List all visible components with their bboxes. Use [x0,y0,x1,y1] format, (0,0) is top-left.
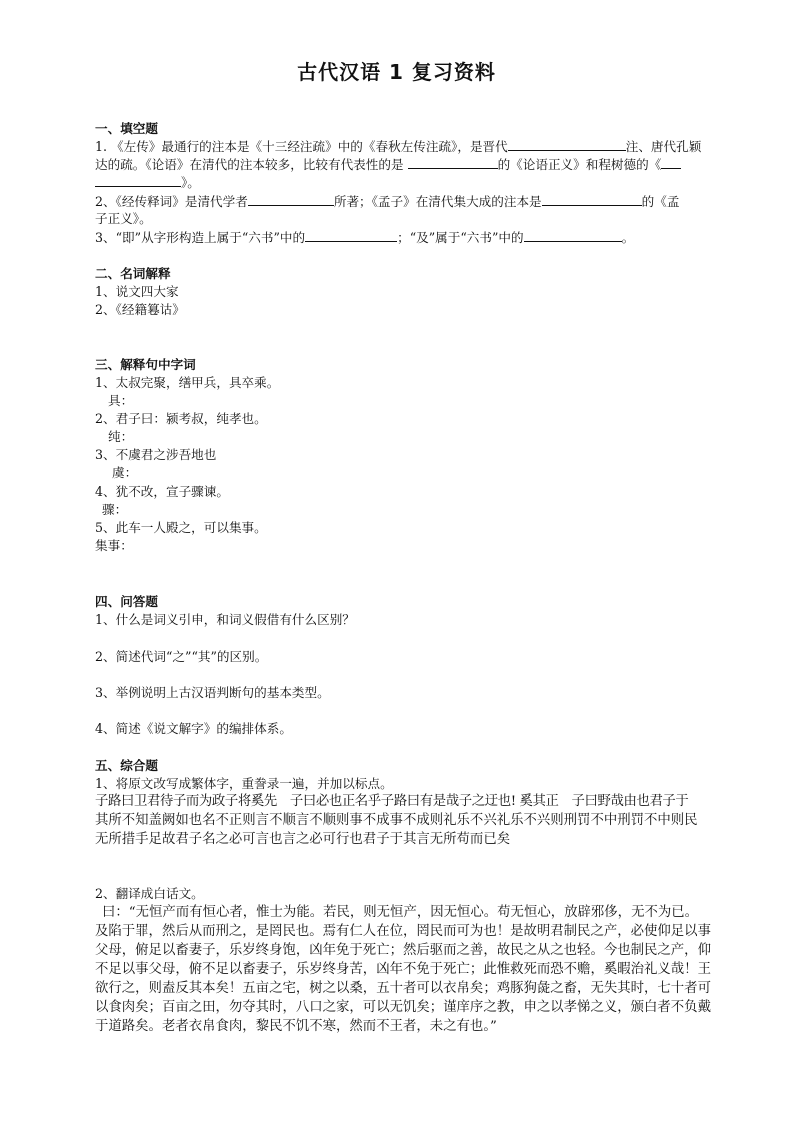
explain-answer-label: 集事： [95,538,133,553]
text-segment: 》。 [181,175,200,190]
answer-blank[interactable] [95,173,181,187]
explain-question: 3、不虞君之涉吾地也 [95,447,217,462]
section-heading-word-explain: 三、解释句中字词 [95,357,196,372]
term-item: 2、《经籍篹诂》 [95,302,185,317]
classical-text-line: 其所不知盖阙如也名不正则言不顺言不顺则事不成事不成则礼乐不兴礼乐不兴则刑罚不中刑罚不中则民 [95,813,698,828]
fill-blank-q3-line [95,228,755,247]
text-segment: 3、“即”从字形构造上属于“六书”中的 [95,230,306,245]
comprehensive-question: 1、将原文改写成繁体字，重誊录一遍，并加以标点。 [95,776,393,791]
text-segment: 达的疏。《论语》在清代的注本较多，比较有代表性的是 [95,157,408,172]
classical-text-line: 无所措手足故君子名之必可言也言之必可行也君子于其言无所苟而已矣 [95,832,511,847]
explain-answer-label: 纯： [108,429,134,444]
text-segment: 1. 《左传》最通行的注本是《十三经注疏》中的《春秋左传注疏》，是晋代 [95,139,508,154]
answer-blank[interactable] [408,155,498,169]
section-heading-comprehensive: 五、综合题 [95,758,158,773]
explain-answer-label: 骤： [102,502,128,517]
answer-blank[interactable] [248,192,334,206]
text-segment: 的《孟 [641,194,680,209]
text-segment: 注、唐代孔颖 [625,139,702,154]
explain-answer-label: 虞： [112,465,138,480]
fill-blank-q2-line1 [95,192,755,211]
fill-blank-q1-line1 [95,137,755,156]
qa-question: 2、简述代词“之”“其”的区别。 [95,649,268,664]
comprehensive-question: 2、翻译成白话文。 [95,886,204,901]
text-segment: 的《论语正义》和程树德的《 [497,157,662,172]
explain-question: 2、君子曰：颍考叔，纯孝也。 [95,411,267,426]
explain-answer-label: 具： [108,393,134,408]
explain-question: 5、此车一人殿之，可以集事。 [95,520,267,535]
answer-blank[interactable] [305,228,397,242]
classical-text-line: 子路曰卫君待子而为政子将奚先 子曰必也正名乎子路曰有是哉子之迂也! 奚其正 子曰野哉由也君子于 [95,794,689,809]
answer-blank[interactable] [524,228,622,242]
translation-text-line: 曰：“无恒产而有恒心者，惟士为能。若民，则无恒产，因无恒心。苟无恒心，放辟邪侈，无不为已。 [102,905,699,920]
section-heading-terms: 二、名词解释 [95,266,171,281]
translation-text-line: 不足以事父母，俯不足以畜妻子，乐岁终身苦，凶年不免于死亡；此惟救死而恐不赡，奚暇治礼义哉！王 [95,962,711,977]
term-item: 1、说文四大家 [95,284,179,299]
answer-blank[interactable] [508,137,626,151]
text-segment: 。 [621,230,635,245]
answer-blank[interactable] [661,155,681,169]
fill-blank-q1-line2 [95,155,755,174]
answer-blank[interactable] [542,192,642,206]
text-segment: 所著；《孟子》在清代集大成的注本是 [333,194,542,209]
translation-text-line: 及陷于罪，然后从而刑之，是罔民也。焉有仁人在位，罔民而可为也！是故明君制民之产，必使仰足以事 [95,924,711,939]
section-heading-fill-blank: 一、填空题 [95,121,158,136]
text-segment: ；“及”属于“六书”中的 [397,230,524,245]
translation-text-line: 以食肉矣；百亩之田，勿夺其时，八口之家，可以无饥矣；谨庠序之教，申之以孝悌之义，颁白者不负戴 [95,1000,711,1015]
fill-blank-q1-line3 [95,173,755,192]
explain-question: 1、太叔完聚，缮甲兵，具卒乘。 [95,375,280,390]
translation-text-line: 欲行之，则盍反其本矣！五亩之宅，树之以桑，五十者可以衣帛矣；鸡豚狗彘之畜，无失其时，七十者可 [95,981,711,996]
text-segment: 2、《经传释词》是清代学者 [95,194,248,209]
translation-text-line: 父母，俯足以畜妻子，乐岁终身饱，凶年免于死亡；然后驱而之善，故民之从之也轻。今也制民之产，仰 [95,943,711,958]
fill-blank-q2-line2: 子正义》。 [95,211,152,226]
qa-question: 4、简述《说文解字》的编排体系。 [95,721,292,736]
translation-text-line: 于道路矣。老者衣帛食肉，黎民不饥不寒，然而不王者，未之有也。” [95,1019,497,1034]
page-title: 古代汉语 1 复习资料 [297,60,496,84]
qa-question: 3、举例说明上古汉语判断句的基本类型。 [95,685,330,700]
qa-question: 1、什么是词义引申，和词义假借有什么区别？ [95,612,355,627]
section-heading-qa: 四、问答题 [95,594,158,609]
explain-question: 4、犹不改，宣子骤谏。 [95,484,229,499]
